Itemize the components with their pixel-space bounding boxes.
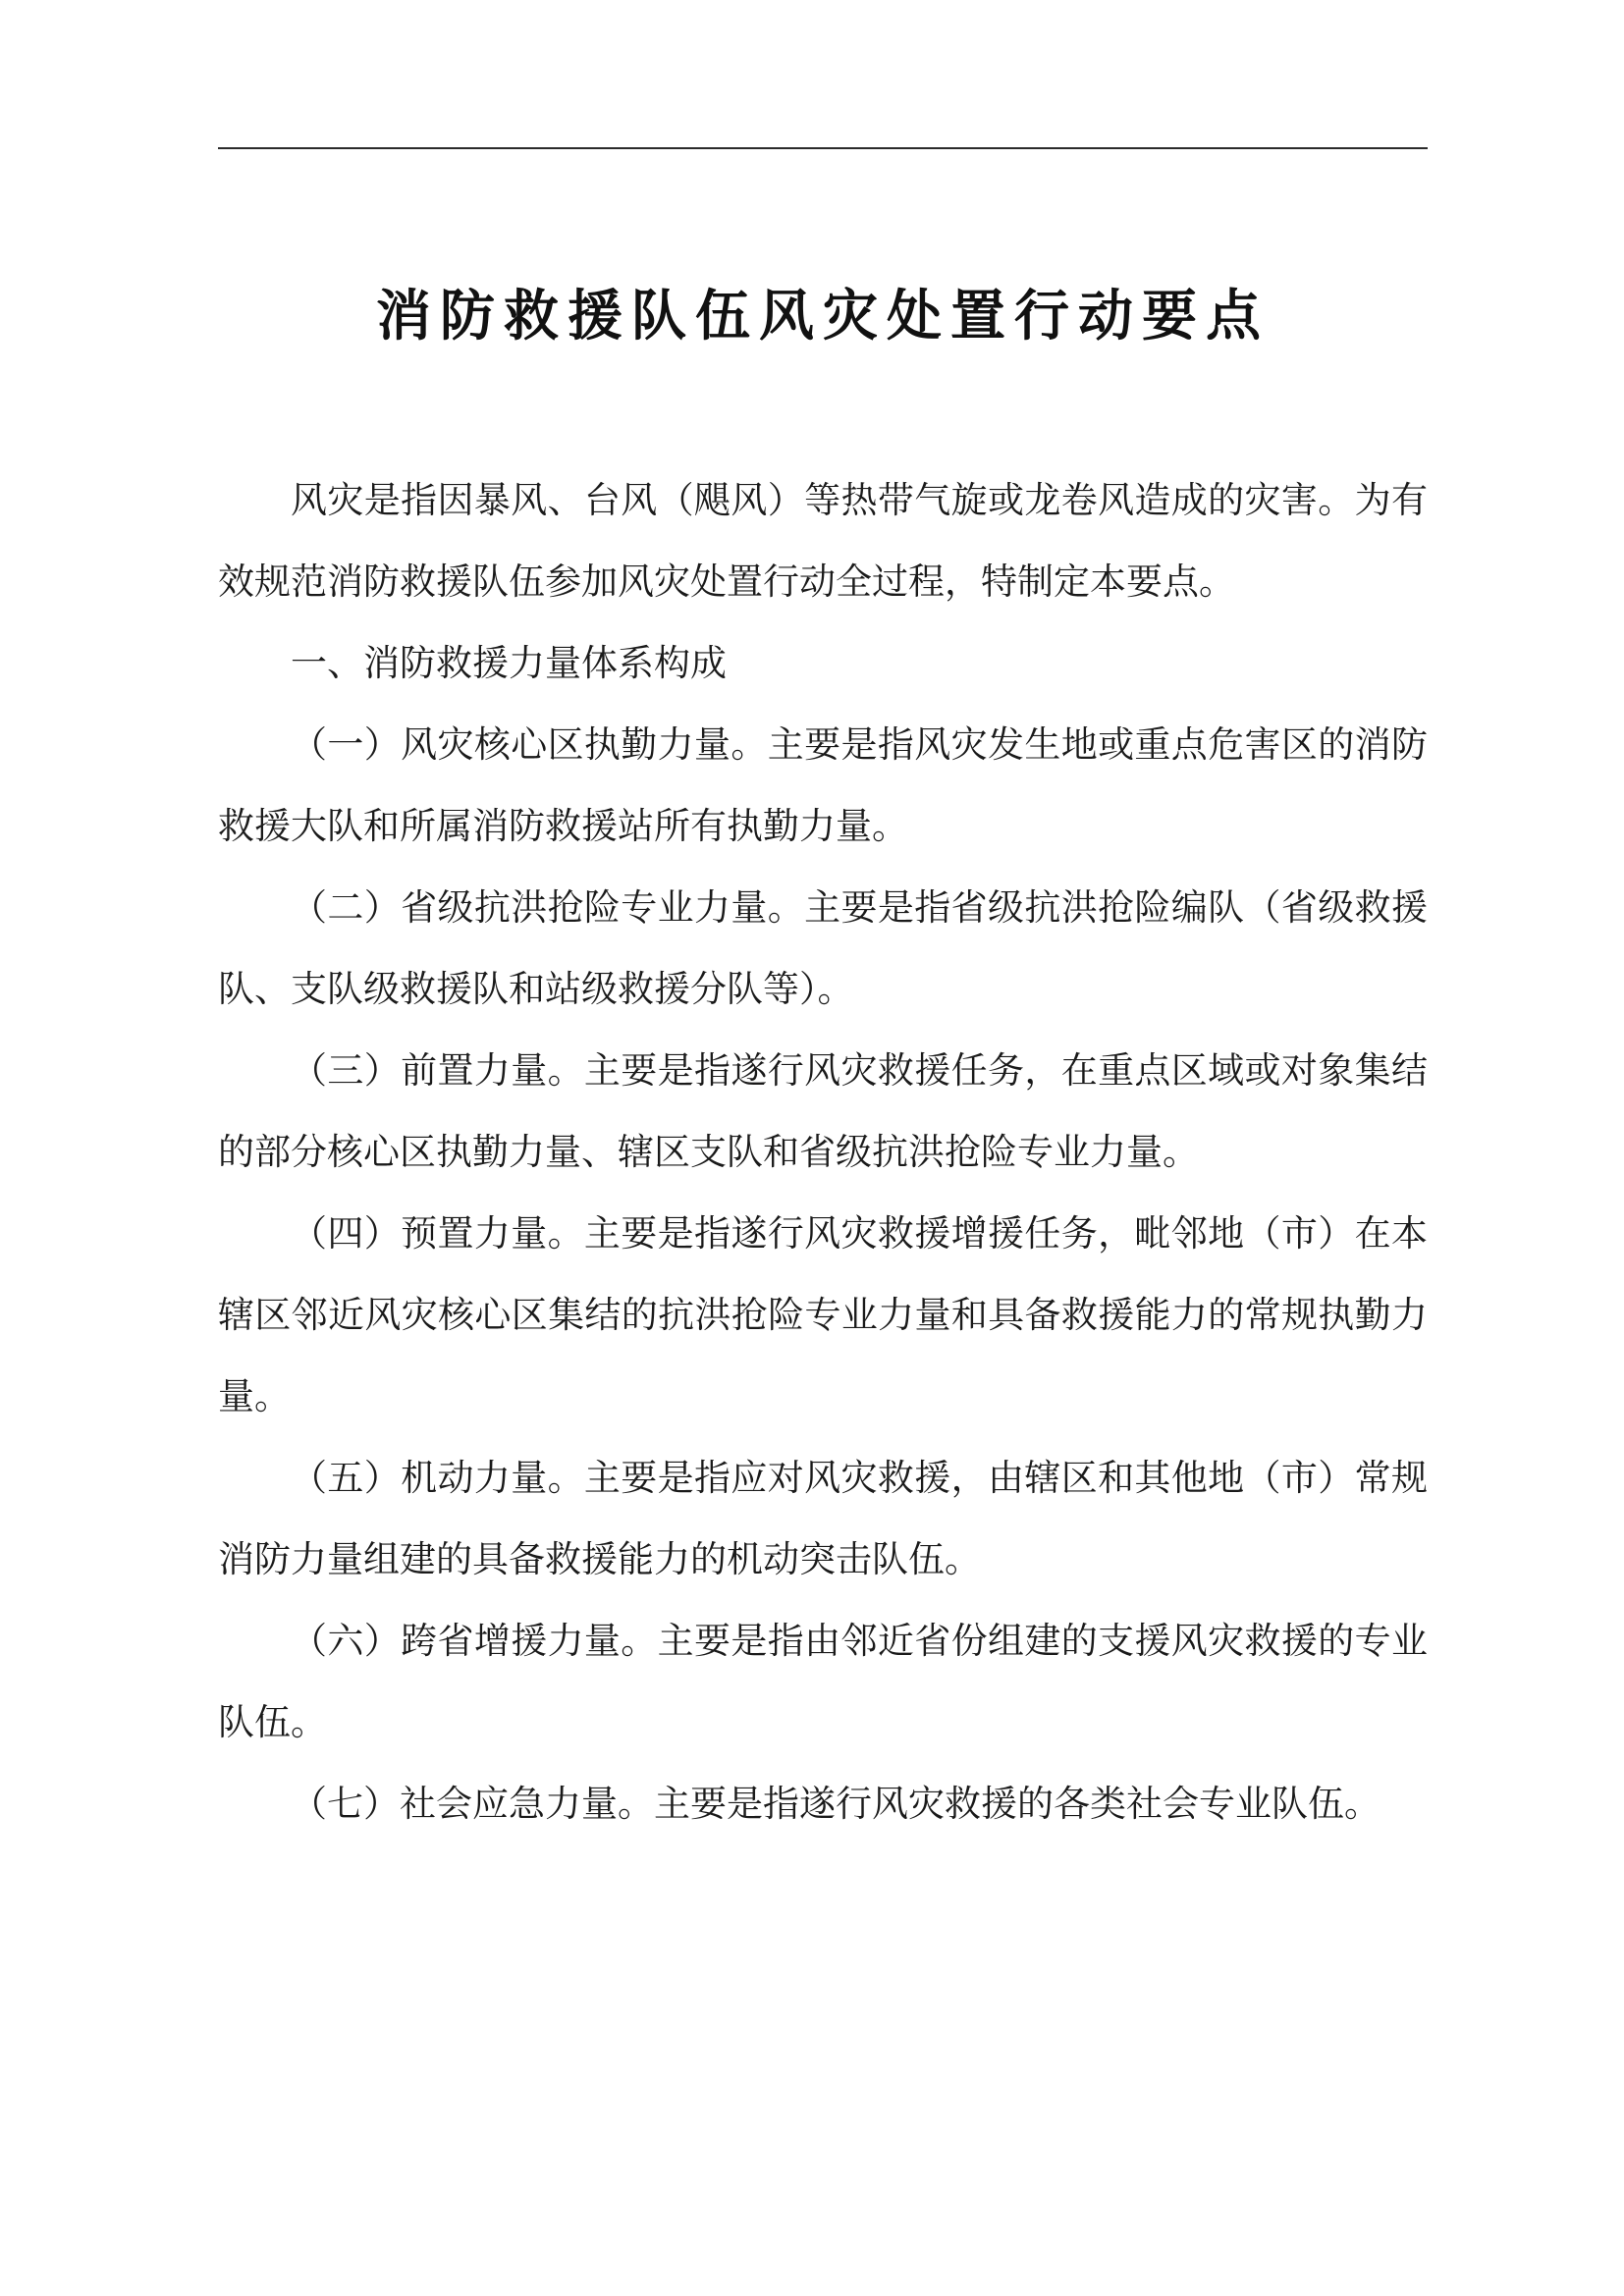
document-body [218, 459, 1428, 1844]
page-title: 消防救援队伍风灾处置行动要点 [376, 285, 1270, 347]
paragraph-item-7: （七）社会应急力量。主要是指遂行风灾救援的各类社会专业队伍。 [291, 1784, 1380, 1824]
section-heading: 一、消防救援力量体系构成 [291, 643, 727, 683]
paragraph-item-4: （四）预置力量。主要是指遂行风灾救援增援任务，毗邻地（市）在本辖区邻近风灾核心区集结的抗洪抢险专业力量和具备救援能力的常规执勤力量。 [218, 1213, 1428, 1416]
paragraph-item-3: （三）前置力量。主要是指遂行风灾救援任务，在重点区域或对象集结的部分核心区执勤力量、辖区支队和省级抗洪抢险专业力量。 [218, 1050, 1428, 1172]
paragraph-intro: 风灾是指因暴风、台风（飓风）等热带气旋或龙卷风造成的灾害。为有效规范消防救援队伍参加风灾处置行动全过程，特制定本要点。 [218, 480, 1428, 602]
paragraph-item-6: （六）跨省增援力量。主要是指由邻近省份组建的支援风灾救援的专业队伍。 [218, 1621, 1428, 1742]
header-divider-line [218, 147, 1428, 149]
paragraph-item-1: （一）风灾核心区执勤力量。主要是指风灾发生地或重点危害区的消防救援大队和所属消防救援站所有执勤力量。 [218, 724, 1428, 846]
paragraph-item-5: （五）机动力量。主要是指应对风灾救援，由辖区和其他地（市）常规消防力量组建的具备救援能力的机动突击队伍。 [218, 1458, 1428, 1579]
paragraph-item-2: （二）省级抗洪抢险专业力量。主要是指省级抗洪抢险编队（省级救援队、支队级救援队和站级救援分队等）。 [218, 887, 1428, 1009]
